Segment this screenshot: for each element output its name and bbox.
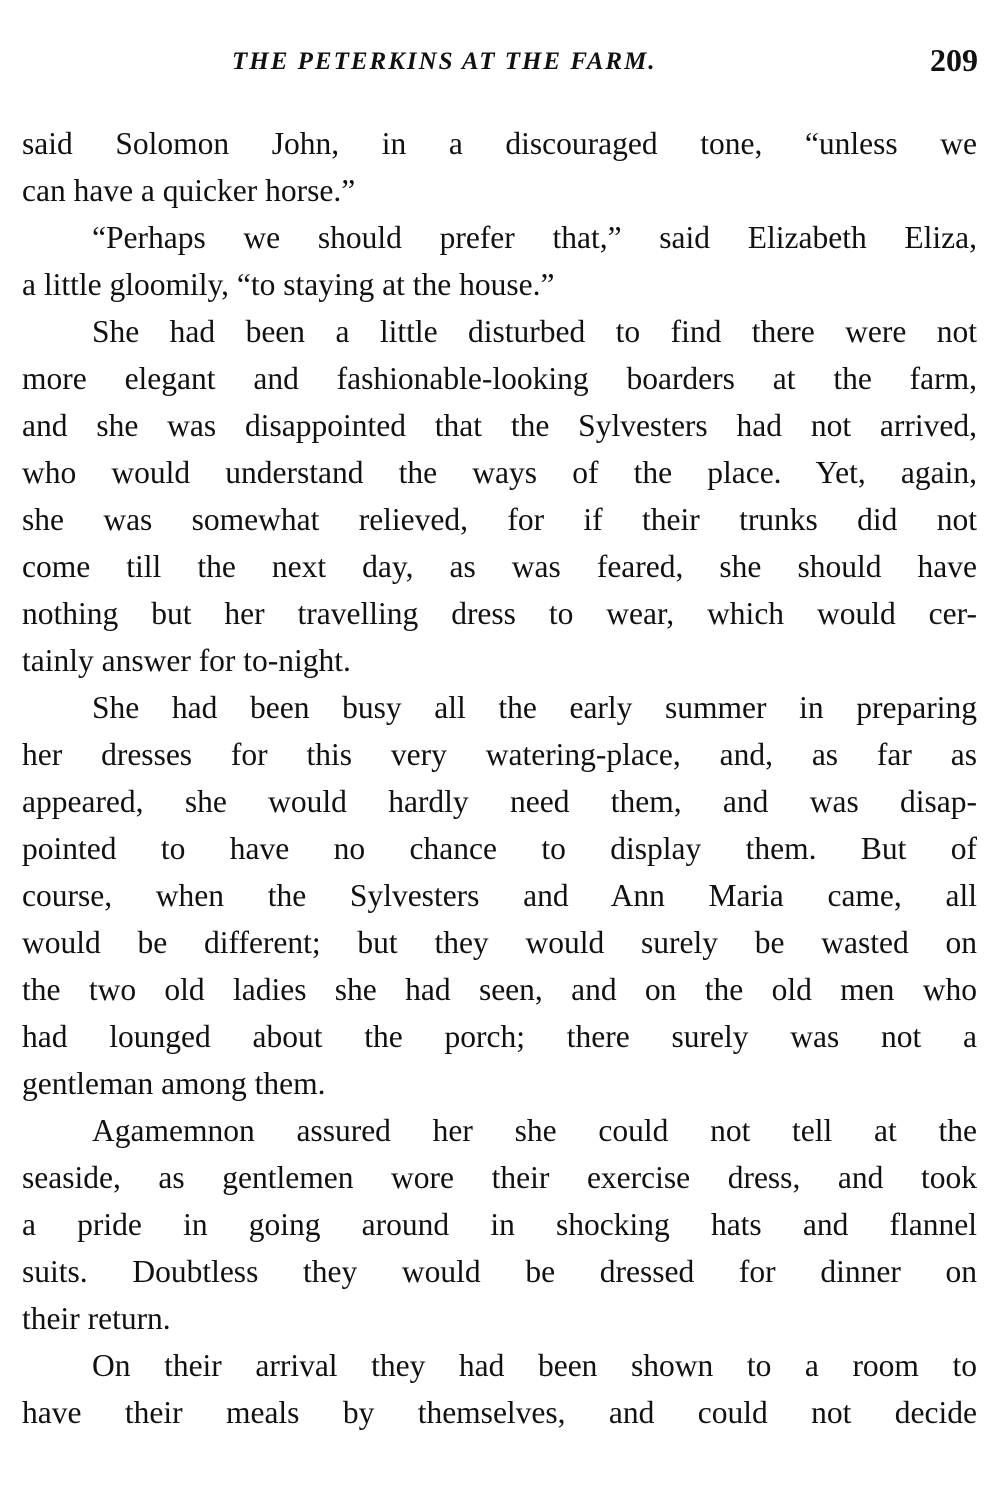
text-line: tainly answer for to-night. — [22, 643, 351, 678]
text-line: said Solomon John, in a discouraged tone, “unless we — [22, 126, 977, 161]
text-line: more elegant and fashionable-looking boarders at the farm, — [22, 361, 977, 396]
text-line: have their meals by themselves, and could not decide — [22, 1395, 977, 1430]
text-line: and she was disappointed that the Sylvesters had not arrived, — [22, 408, 977, 443]
text-line: Agamemnon assured her she could not tell at the — [92, 1113, 977, 1148]
text-line: appeared, she would hardly need them, and was disap- — [22, 784, 977, 819]
body-text — [22, 120, 977, 1436]
running-head — [22, 42, 980, 82]
text-line: the two old ladies she had seen, and on the old men who — [22, 972, 977, 1007]
text-line: She had been busy all the early summer in preparing — [92, 690, 977, 725]
text-line: can have a quicker horse.” — [22, 173, 356, 208]
text-line: She had been a little disturbed to find there were not — [92, 314, 977, 349]
text-line: nothing but her travelling dress to wear, which would cer- — [22, 596, 977, 631]
text-line: a little gloomily, “to staying at the house.” — [22, 267, 555, 302]
text-line: pointed to have no chance to display them. But of — [22, 831, 977, 866]
text-line: a pride in going around in shocking hats and flannel — [22, 1207, 977, 1242]
text-line: seaside, as gentlemen wore their exercise dress, and took — [22, 1160, 977, 1195]
text-line: her dresses for this very watering-place, and, as far as — [22, 737, 977, 772]
page-number: 209 — [930, 42, 978, 78]
text-line: On their arrival they had been shown to a room to — [92, 1348, 977, 1383]
text-line: had lounged about the porch; there surely was not a — [22, 1019, 977, 1054]
text-line: “Perhaps we should prefer that,” said Elizabeth Eliza, — [92, 220, 977, 255]
text-line: who would understand the ways of the place. Yet, again, — [22, 455, 977, 490]
text-line: course, when the Sylvesters and Ann Maria came, all — [22, 878, 977, 913]
text-line: suits. Doubtless they would be dressed for dinner on — [22, 1254, 977, 1289]
text-line: would be different; but they would surely be wasted on — [22, 925, 977, 960]
text-line: their return. — [22, 1301, 171, 1336]
running-title: THE PETERKINS AT THE FARM. — [232, 48, 657, 75]
text-line: come till the next day, as was feared, she should have — [22, 549, 977, 584]
text-line: she was somewhat relieved, for if their trunks did not — [22, 502, 977, 537]
text-line: gentleman among them. — [22, 1066, 326, 1101]
